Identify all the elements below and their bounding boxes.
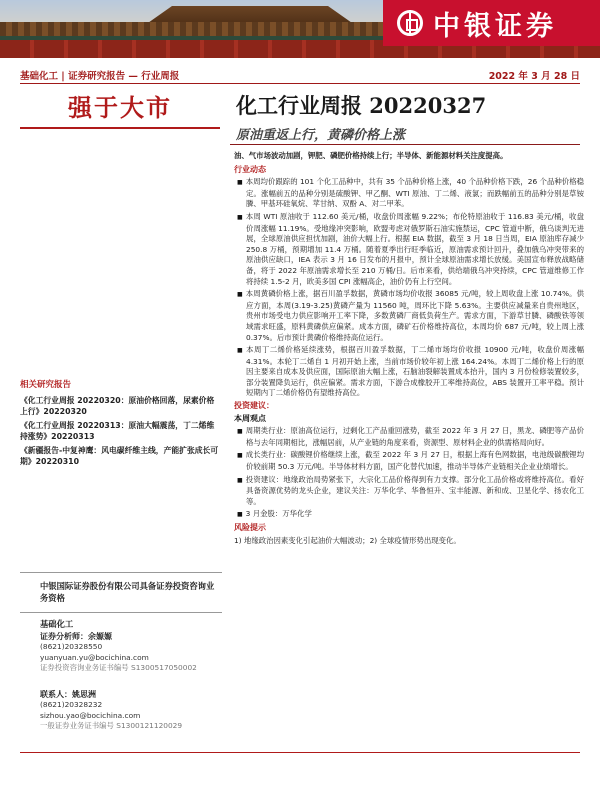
contact-license: 一般证券业务证书编号 S1300121120029	[40, 720, 183, 730]
title-divider	[230, 144, 580, 145]
contact-email: sizhou.yao@bocichina.com	[40, 710, 141, 720]
paragraph: ■ 本周 WTI 原油收于 112.60 美元/桶，收盘价周涨幅 9.22%；布伦特原油收于 116.83 美元/桶，收盘价周涨幅 11.19%。受地缘冲突影响，欧盟考虑对俄罗斯石油实施禁运，CPC 管道中断，俄乌谈判无进展，全球原油供应担忧加剧，油价大幅上行。根据 EIA 数据，截至 3 月 18 日当周，EIA 原油库存减少 250.8 万桶，预期增加 11.4 万桶。随着夏季出行旺季临近，原油需求预计回升，叠加俄乌冲突带来的原油供应缺口，IEA 表示 3 月 16 日发布的月报中，预计全球原油需求增长放缓。美国宣布释放战略储备，将于 2022 年原油需求增长至 210 万桶/日。后市来看，供给端俄乌冲突持续，CPC 管道维修工作将持续 1.5-2 月，欧美多国 CPI 涨幅高企，油价仍有上行空间。	[234, 212, 584, 287]
feature-stock: ■ 3 月金股：万华化学	[234, 509, 584, 521]
bank-logo-icon	[397, 10, 423, 36]
related-reports-heading: 相关研究报告	[20, 380, 72, 390]
sidebar-divider	[20, 572, 222, 573]
rating-divider	[20, 127, 220, 129]
core-item: ■ 周期类行业：原油高位运行，过剩化工产品重回涨势，截至 2022 年 3 月 27 日，黑龙、磷肥等产品价格与去年同期相比，涨幅居前，从产业链的角度来看，资源型、原材料企业的供需格局向好。	[234, 426, 584, 448]
analyst-card	[40, 632, 222, 673]
related-report: 《化工行业周报 20220320：原油价格回落，尿素价格上行》20220320	[20, 396, 215, 416]
analyst-phone: (8621)20328550	[40, 642, 103, 652]
contact-card	[40, 690, 222, 731]
analyst-email: yuanyuan.yu@bocichina.com	[40, 652, 149, 662]
header-divider	[20, 83, 580, 84]
brand-logo	[383, 0, 600, 46]
section-investment-advice: 投资建议：	[234, 401, 274, 411]
contact-phone: (8621)20328232	[40, 700, 103, 710]
related-report: 《化工行业周报 20220313：原油大幅震荡，丁二烯维持涨势》20220313	[20, 421, 215, 441]
analyst-name: 证券分析师：余嫄嫄	[40, 632, 112, 641]
sidebar-divider	[20, 612, 222, 613]
report-category: 基础化工 | 证券研究报告 — 行业周报	[20, 71, 180, 82]
lead-summary: 油、气市场波动加剧，钾肥、磷肥价格持续上行；半导体、新能源材料关注度提高。	[234, 151, 508, 160]
risk-text: 1) 地缘政治因素变化引起油价大幅波动；2) 全球疫情形势出现变化。	[234, 535, 461, 545]
sidebar-related	[20, 380, 222, 470]
footer-divider	[20, 752, 580, 753]
section-risk: 风险提示	[234, 523, 266, 532]
paragraph: ■ 本周丁二烯价格延续涨势，根据百川盈孚数据，丁二烯市场均价收报 10900 元/吨，收盘价周涨幅 4.31%。本轮丁二烯自 1 月初开始上涨，当前市场价较年初上涨 164.24%。本周丁二烯价格上行的原因主要来自成本及供应面，国际原油大幅上涨，石脑油裂解装置成本抬升，国内 3 月份检修装置较多，部分装置降负运行，供应偏紧。需求方面，下游合成橡胶开工率维持高位，ABS 装置开工率平稳。预计短期内丁二烯价格仍有望维持高位。	[234, 345, 584, 399]
core-item: ■ 成长类行业：碳酸锂价格继续上涨，截至 2022 年 3 月 27 日，根据上海有色网数据，电池级碳酸锂均价较前期 50.3 万元/吨。半导体材料方面，国产化替代加速，推动半导体产业链相关企业业绩增长。	[234, 450, 584, 472]
sector-label: 基础化工	[40, 619, 74, 629]
main-content	[234, 151, 584, 546]
contact-name: 联系人：姚思洲	[40, 690, 96, 699]
report-subtitle: 原油重返上行，黄磷价格上涨	[236, 128, 406, 143]
analyst-license: 证券投资咨询业务证书编号 S1300517050002	[40, 662, 197, 672]
institution-statement: 中银国际证券股份有限公司具备证券投资咨询业务资格	[40, 581, 215, 603]
section-industry-dynamics: 行业动态	[234, 164, 266, 174]
core-item: ■ 投资建议：地缘政治局势紧张下，大宗化工品价格得到有力支撑。部分化工品价格或将维持高位。看好具备资源优势的龙头企业，建议关注：万华化学、华鲁恒升、宝丰能源、新和成、卫星化学、扬农化工等。	[234, 475, 584, 508]
related-report: 《新疆报告-中复神鹰：风电碳纤维主线，产能扩张成长可期》20220310	[20, 446, 219, 466]
report-date: 2022 年 3 月 28 日	[488, 71, 580, 82]
paragraph: ■ 本周均价跟踪的 101 个化工品种中，共有 35 个品种价格上涨，40 个品种价格下跌，26 个品种价格稳定。涨幅前五的品种分别是硫酸钾、甲乙酮、WTI 原油、丁二烯、液氯；而跌幅前五的品种分别是草铵膦、甲基环硅氧烷、苹甘纳、双酚 A、对二甲苯。	[234, 177, 584, 210]
report-info-bar	[20, 66, 580, 84]
section-core-view: 本周观点	[234, 413, 266, 423]
paragraph: ■ 本周黄磷价格上涨，据百川盈孚数据，黄磷市场均价收报 36085 元/吨，较上周收盘上涨 10.74%。供应方面，本周(3.19-3.25)黄磷产量为 11560 吨，周环比下降 5.63%。主要供应减量来自贵州地区，贵州市场受电力供应影响开工率下降，多数黄磷厂商低负荷生产。需求方面，下游草甘膦、磷酸铁等领域需求旺盛，原料黄磷供应偏紧。成本方面，磷矿石价格维持高位，本周均价 687 元/吨，较上周上涨 0.37%。后市预计黄磷价格维持高位运行。	[234, 289, 584, 343]
report-title: 化工行业周报 20220327	[236, 93, 487, 118]
rating-label: 强于大市	[68, 93, 172, 122]
brand-logo-text: 中银证券	[433, 10, 557, 42]
